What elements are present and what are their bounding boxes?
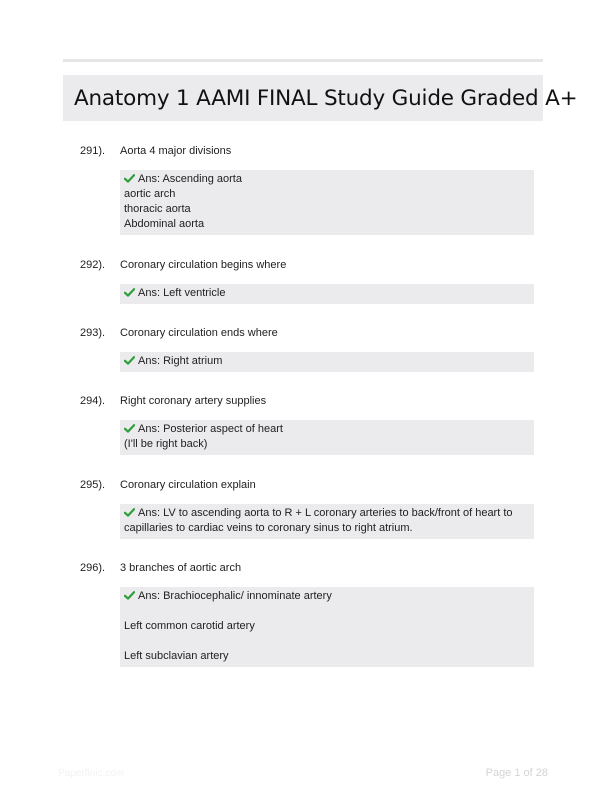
- answer-line: Ans: Ascending aorta: [138, 173, 242, 185]
- question-item: [80, 394, 535, 455]
- title-banner: [63, 75, 578, 121]
- page-number: Page 1 of 28: [485, 767, 548, 779]
- checkmark-icon: [124, 424, 135, 433]
- question-number: 294).: [80, 395, 106, 407]
- checkmark-icon: [124, 174, 135, 183]
- question-number: 293).: [80, 327, 106, 339]
- question-text: Right coronary artery supplies: [120, 395, 267, 407]
- answer-line: Ans: Left ventricle: [138, 287, 226, 299]
- answer-line: capillaries to cardiac veins to coronary sinus to right atrium.: [124, 522, 413, 534]
- answer-line: Abdominal aorta: [124, 218, 205, 230]
- checkmark-icon: [124, 288, 135, 297]
- answer-box: [120, 587, 534, 667]
- answer-line: Ans: LV to ascending aorta to R + L coronary arteries to back/front of heart to: [138, 507, 513, 519]
- answer-line: Ans: Right atrium: [138, 355, 223, 367]
- question-number: 296).: [80, 562, 106, 574]
- question-number: 291).: [80, 145, 106, 157]
- question-item: [80, 258, 535, 304]
- answer-line: Left common carotid artery: [124, 620, 255, 632]
- question-text: Aorta 4 major divisions: [120, 145, 232, 157]
- footer-watermark: Paperfinic.com: [58, 768, 125, 779]
- question-number: 292).: [80, 259, 106, 271]
- checkmark-icon: [124, 591, 135, 600]
- question-text: Coronary circulation explain: [120, 479, 256, 491]
- checkmark-icon: [124, 508, 135, 517]
- answer-line: aortic arch: [124, 188, 176, 200]
- page-title: Anatomy 1 AAMI FINAL Study Guide Graded A+: [74, 86, 578, 111]
- answer-line: Ans: Brachiocephalic/ innominate artery: [138, 590, 332, 602]
- question-number: 295).: [80, 479, 106, 491]
- question-item: [80, 561, 535, 667]
- checkmark-icon: [124, 356, 135, 365]
- question-item: [80, 478, 535, 539]
- answer-box: [120, 352, 534, 372]
- answer-box: [120, 420, 534, 455]
- question-item: [80, 144, 535, 235]
- top-divider: [63, 59, 543, 62]
- question-text: 3 branches of aortic arch: [120, 562, 242, 574]
- question-item: [80, 326, 535, 372]
- answer-box: [120, 170, 534, 235]
- answer-line: Ans: Posterior aspect of heart: [138, 423, 283, 435]
- answer-line: thoracic aorta: [124, 203, 191, 215]
- answer-line: (I'll be right back): [124, 438, 208, 450]
- question-text: Coronary circulation ends where: [120, 327, 278, 339]
- question-text: Coronary circulation begins where: [120, 259, 287, 271]
- answer-line: Left subclavian artery: [124, 650, 229, 662]
- answer-box: [120, 504, 534, 539]
- answer-box: [120, 284, 534, 304]
